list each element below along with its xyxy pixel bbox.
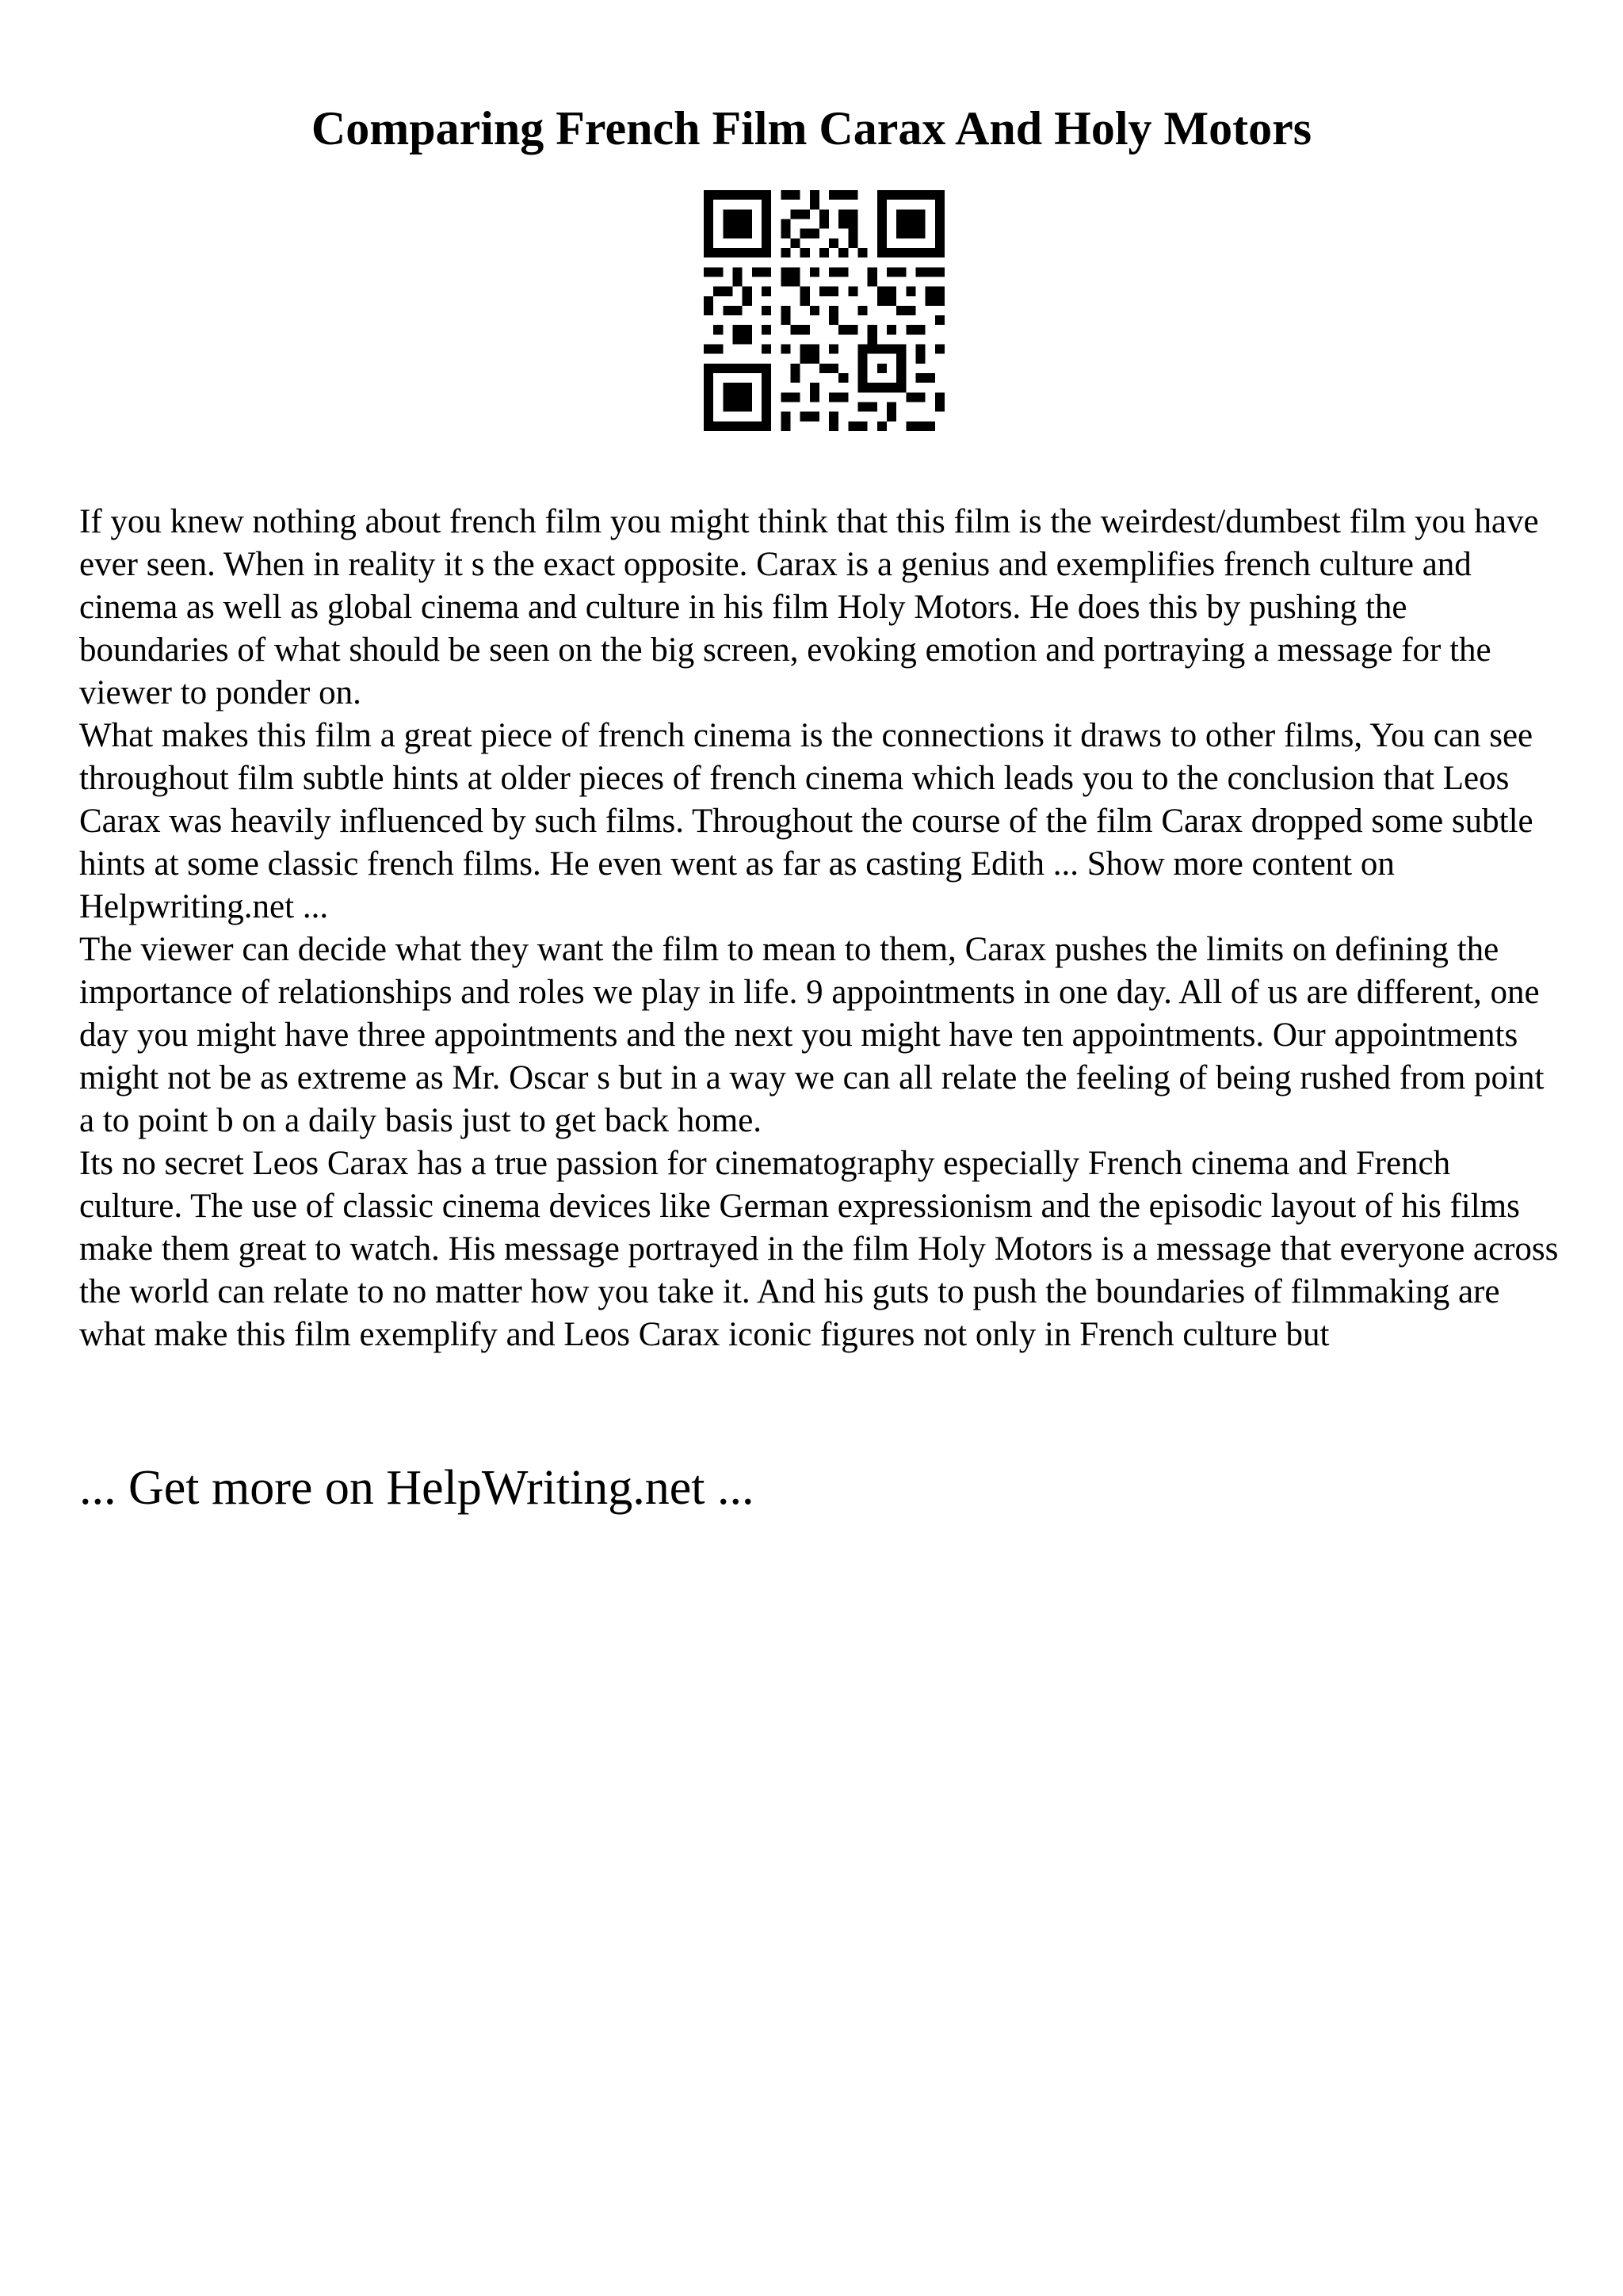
document-title: Comparing French Film Carax And Holy Motors xyxy=(311,102,1312,154)
get-more-link[interactable]: ... Get more on HelpWriting.net ... xyxy=(79,1461,754,1515)
article-body xyxy=(79,501,1561,1356)
paragraph-conclusion: Its no secret Leos Carax has a true passion for cinematography especially French cinema and French culture. The use of classic cinema devices like German expressionism and the episodic layout of his films make them great to watch. His message portrayed in the film Holy Motors is a message that everyone across the world can relate to no matter how you take it. And his guts to push the boundaries of filmmaking are what make this film exemplify and Leos Carax iconic figures not only in French culture but xyxy=(79,1145,1559,1353)
paragraph-viewer: The viewer can decide what they want the film to mean to them, Carax pushes the limits on defining the importance of relationships and roles we play in life. 9 appointments in one day. All of us are different, one day you might have three appointments and the next you might have ten appointments. Our appointments might not be as extreme as Mr. Oscar s but in a way we can all relate the feeling of being rushed from point a to point b on a daily basis just to get back home. xyxy=(79,931,1545,1139)
qr-code-icon xyxy=(704,190,945,431)
paragraph-connections: What makes this film a great piece of french cinema is the connections it draws to other films, You can see throughout film subtle hints at older pieces of french cinema which leads you to the conclusion that Leos Carax was heavily influenced by such films. Throughout the course of the film Carax dropped some subtle hints at some classic french films. He even went as far as casting Edith ... Show more content on Helpwriting.net ... xyxy=(79,717,1533,925)
paragraph-intro: If you knew nothing about french film you might think that this film is the weirdest/dumbest film you have ever seen. When in reality it s the exact opposite. Carax is a genius and exemplifies french culture and cinema as well as global cinema and culture in his film Holy Motors. He does this by pushing the boundaries of what should be seen on the big screen, evoking emotion and portraying a message for the viewer to ponder on. xyxy=(79,503,1539,711)
